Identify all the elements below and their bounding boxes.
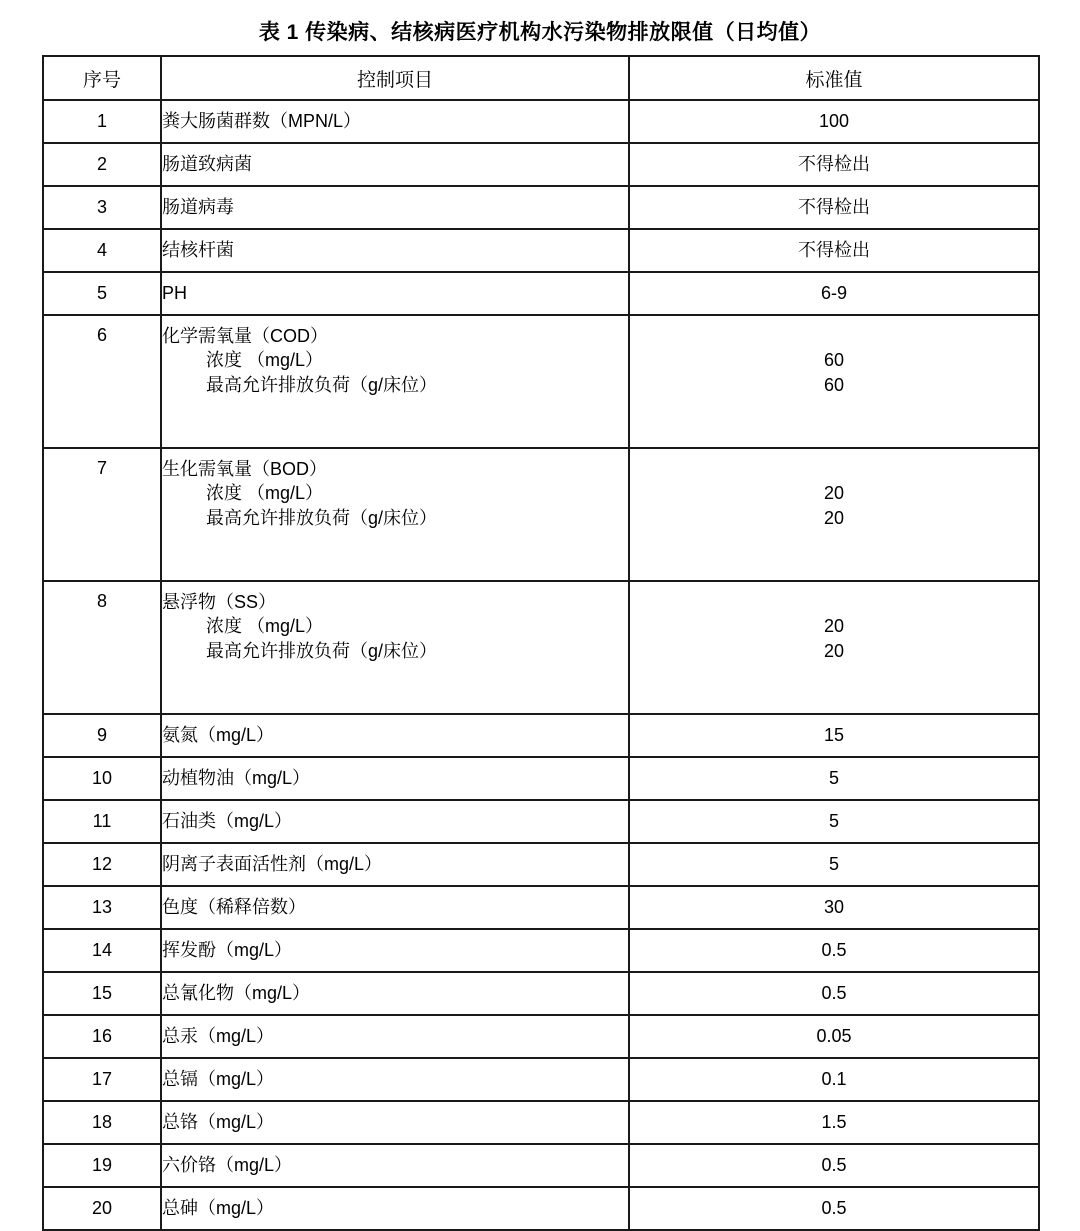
- row-item: 石油类（mg/L）: [161, 800, 629, 843]
- row-item: 挥发酚（mg/L）: [161, 929, 629, 972]
- row-item: 结核杆菌: [161, 229, 629, 272]
- table-row: [43, 1058, 1039, 1101]
- row-no: 13: [43, 886, 161, 929]
- row-value: 5: [629, 757, 1039, 800]
- row-item-sub1: 浓度 （mg/L）: [206, 350, 324, 371]
- row-no: 15: [43, 972, 161, 1015]
- row-value: 不得检出: [629, 229, 1039, 272]
- column-header-value: 标准值: [629, 56, 1039, 100]
- row-value-1: 20: [823, 483, 845, 504]
- row-value: 不得检出: [629, 143, 1039, 186]
- row-item-title: 生化需氧量（BOD）: [162, 459, 328, 479]
- table-row: [43, 448, 1039, 581]
- row-value-group: [629, 448, 1039, 581]
- table-row: [43, 1144, 1039, 1187]
- row-item: 总铬（mg/L）: [161, 1101, 629, 1144]
- row-item: 总砷（mg/L）: [161, 1187, 629, 1230]
- row-value: 5: [629, 800, 1039, 843]
- row-item-title: 化学需氧量（COD）: [162, 326, 328, 346]
- table-title: 表 1 传染病、结核病医疗机构水污染物排放限值（日均值）: [258, 21, 822, 44]
- row-item-group: [161, 581, 629, 714]
- row-value: 0.5: [629, 929, 1039, 972]
- row-no: 18: [43, 1101, 161, 1144]
- row-item: 肠道致病菌: [161, 143, 629, 186]
- row-no: 19: [43, 1144, 161, 1187]
- row-value-2: 20: [823, 507, 845, 528]
- row-item: 动植物油（mg/L）: [161, 757, 629, 800]
- row-no: 8: [43, 581, 161, 714]
- row-item-sub2: 最高允许排放负荷（g/床位）: [206, 374, 438, 395]
- row-value: 0.5: [629, 1144, 1039, 1187]
- row-value: 0.5: [629, 972, 1039, 1015]
- table-row: [43, 800, 1039, 843]
- table-row: [43, 315, 1039, 448]
- row-value: 0.5: [629, 1187, 1039, 1230]
- row-item: 总汞（mg/L）: [161, 1015, 629, 1058]
- row-value: 1.5: [629, 1101, 1039, 1144]
- table-row: [43, 100, 1039, 143]
- table-header-row: [43, 56, 1039, 100]
- table-row: [43, 1101, 1039, 1144]
- row-no: 16: [43, 1015, 161, 1058]
- pollutant-limits-table: [42, 55, 1040, 1231]
- row-item: 总镉（mg/L）: [161, 1058, 629, 1101]
- table-row: [43, 272, 1039, 315]
- row-no: 14: [43, 929, 161, 972]
- row-item: 总氰化物（mg/L）: [161, 972, 629, 1015]
- column-header-no: 序号: [43, 56, 161, 100]
- row-value: 0.05: [629, 1015, 1039, 1058]
- row-item: 粪大肠菌群数（MPN/L）: [161, 100, 629, 143]
- row-item: 氨氮（mg/L）: [161, 714, 629, 757]
- row-item: 色度（稀释倍数）: [161, 886, 629, 929]
- table-row: [43, 229, 1039, 272]
- row-value-2: 60: [823, 374, 845, 395]
- row-value-group: [629, 581, 1039, 714]
- row-value-group: [629, 315, 1039, 448]
- row-item-group: [161, 315, 629, 448]
- table-row: [43, 143, 1039, 186]
- row-item-group: [161, 448, 629, 581]
- row-no: 5: [43, 272, 161, 315]
- table-row: [43, 581, 1039, 714]
- row-no: 7: [43, 448, 161, 581]
- row-item: PH: [161, 272, 629, 315]
- table-row: [43, 1187, 1039, 1230]
- table-row: [43, 1015, 1039, 1058]
- row-no: 4: [43, 229, 161, 272]
- row-item-title: 悬浮物（SS）: [162, 592, 277, 612]
- row-value: 0.1: [629, 1058, 1039, 1101]
- row-value: 100: [629, 100, 1039, 143]
- row-no: 10: [43, 757, 161, 800]
- row-item-sub1: 浓度 （mg/L）: [206, 616, 324, 637]
- table-row: [43, 886, 1039, 929]
- row-no: 12: [43, 843, 161, 886]
- row-no: 2: [43, 143, 161, 186]
- table-row: [43, 186, 1039, 229]
- row-no: 1: [43, 100, 161, 143]
- row-no: 9: [43, 714, 161, 757]
- row-value-1: 20: [823, 616, 845, 637]
- row-value: 不得检出: [629, 186, 1039, 229]
- row-value-1: 60: [823, 350, 845, 371]
- row-item-sub1: 浓度 （mg/L）: [206, 483, 324, 504]
- row-no: 11: [43, 800, 161, 843]
- row-value: 30: [629, 886, 1039, 929]
- row-no: 20: [43, 1187, 161, 1230]
- row-value: 15: [629, 714, 1039, 757]
- table-body: [43, 56, 1039, 1230]
- row-item-sub2: 最高允许排放负荷（g/床位）: [206, 507, 438, 528]
- row-value-2: 20: [823, 640, 845, 661]
- row-item: 六价铬（mg/L）: [161, 1144, 629, 1187]
- row-item: 阴离子表面活性剂（mg/L）: [161, 843, 629, 886]
- row-item: 肠道病毒: [161, 186, 629, 229]
- column-header-item: 控制项目: [161, 56, 629, 100]
- row-item-sub2: 最高允许排放负荷（g/床位）: [206, 640, 438, 661]
- row-value: 5: [629, 843, 1039, 886]
- row-value: 6-9: [629, 272, 1039, 315]
- table-row: [43, 972, 1039, 1015]
- table-row: [43, 929, 1039, 972]
- table-row: [43, 757, 1039, 800]
- table-row: [43, 714, 1039, 757]
- row-no: 17: [43, 1058, 161, 1101]
- table-row: [43, 843, 1039, 886]
- row-no: 3: [43, 186, 161, 229]
- row-no: 6: [43, 315, 161, 448]
